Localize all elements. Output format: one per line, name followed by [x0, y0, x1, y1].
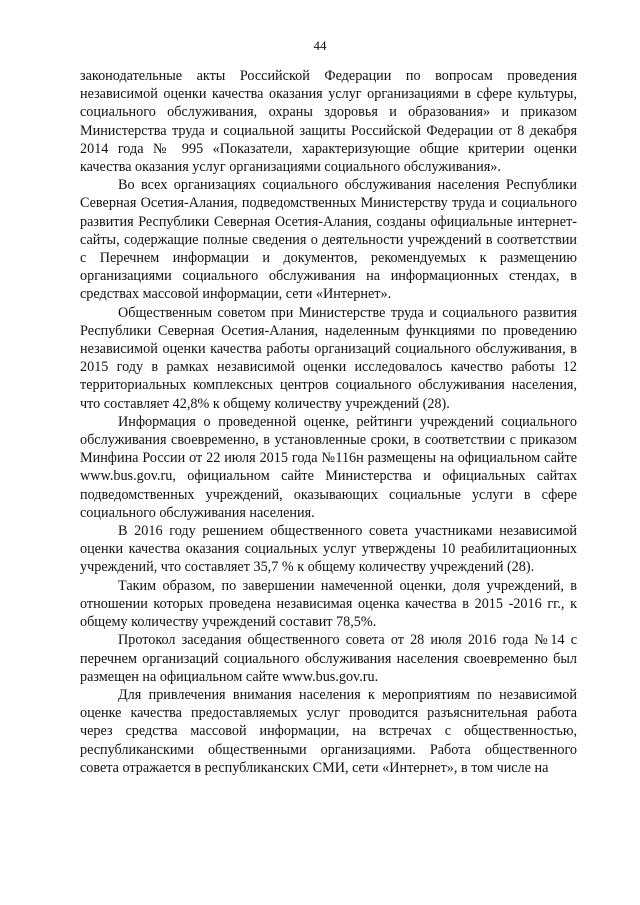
paragraph: В 2016 году решением общественного совета участниками независимой оценки качества оказания социальных услуг утверждены 10 реабилитационных учреждений, что составляет 35,7 % к общему количеству учреждений (28). — [80, 523, 577, 576]
paragraph: Во всех организациях социального обслуживания населения Республики Северная Осетия-Алания, подведомственных Министерству труда и социального развития Республики Северная Осетия-Алания, созданы официальные интернет-сайты, содержащие полные сведения о деятельности учреждений в соответствии с Перечнем информации и документов, рекомендуемых к размещению организациями социального обслуживания на информационных стендах, в средствах массовой информации, сети «Интернет». — [80, 177, 577, 303]
paragraph: Для привлечения внимания населения к мероприятиям по независимой оценке качества предоставляемых услуг проводится разъяснительная работа через средства массовой информации, на встречах с общественностью, республиканскими общественными организациями. Работа общественного совета отражается в республиканских СМИ, сети «Интернет», в том числе на — [80, 686, 577, 776]
paragraph: Общественным советом при Министерстве труда и социального развития Республики Северная Осетия-Алания, наделенным функциями по проведению независимой оценки качества работы организаций социального обслуживания, в 2015 году в рамках независимой оценки исследовалось качество работы 12 территориальных комплексных центров социального обслуживания населения, что составляет 42,8% к общему количеству учреждений (28). — [80, 304, 577, 412]
page-number: 44 — [313, 38, 327, 53]
document-body — [80, 67, 577, 777]
paragraph: законодательные акты Российской Федерации по вопросам проведения независимой оценки качества оказания услуг организациями в сфере культуры, социального обслуживания, охраны здоровья и образования» и приказом Министерства труда и социальной защиты Российской Федерации от 8 декабря 2014 года № 995 «Показатели, характеризующие общие критерии оценки качества оказания услуг организациями социального обслуживания». — [80, 68, 577, 176]
paragraph: Таким образом, по завершении намеченной оценки, доля учреждений, в отношении которых проведена независимая оценка качества в 2015 -2016 гг., к общему количеству учреждений составит 78,5%. — [80, 577, 577, 631]
paragraph: Информация о проведенной оценке, рейтинги учреждений социального обслуживания своевременно, в установленные сроки, в соответствии с приказом Минфина России от 22 июля 2015 года №116н размещены на официальном сайте www.bus.gov.ru, официальном сайте Министерства и официальных сайтах подведомственных учреждений, оказывающих социальные услуги в сфере социального обслуживания населения. — [80, 413, 577, 521]
paragraph: Протокол заседания общественного совета от 28 июля 2016 года №14 с перечнем организаций социального обслуживания населения своевременно был размещен на официальном сайте www.bus.gov.ru. — [80, 632, 577, 685]
